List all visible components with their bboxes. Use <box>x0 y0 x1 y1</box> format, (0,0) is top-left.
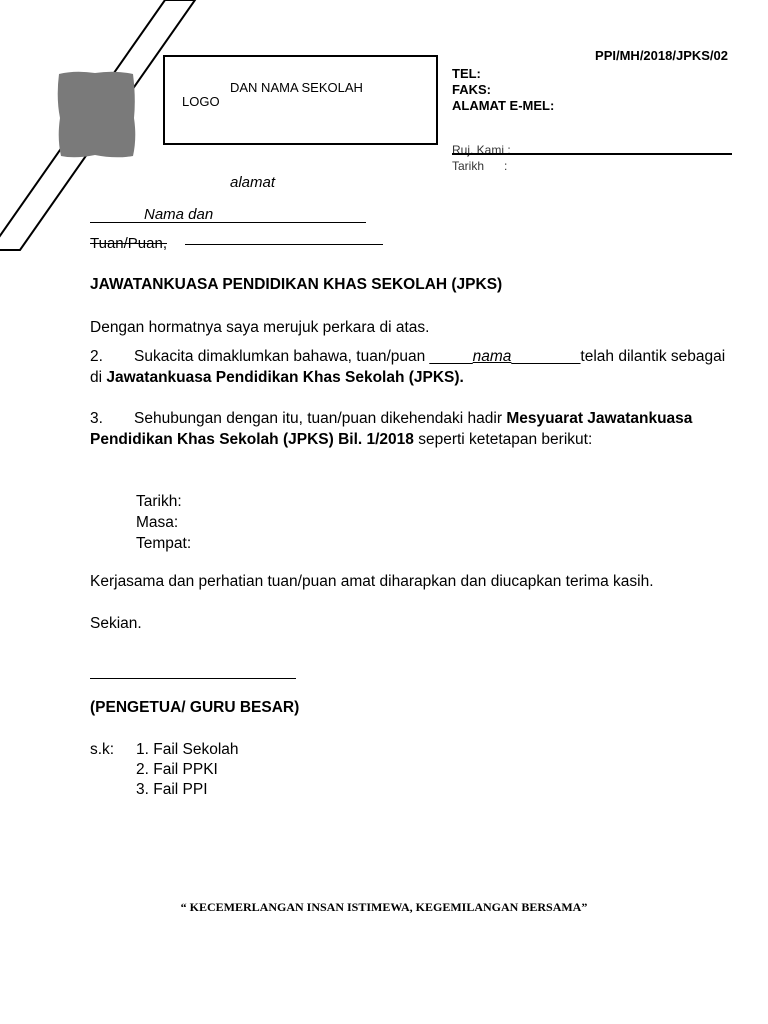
copies-list <box>90 740 239 800</box>
paragraph-3: 3. Sehubungan dengan itu, tuan/puan dikehendaki hadir Mesyuarat Jawatankuasa Pendidikan Khas Sekolah (JPKS) Bil. 1/2018 seperti ketetapan berikut: <box>90 410 693 448</box>
salutation-underline <box>185 244 383 245</box>
contact-block <box>452 66 554 114</box>
appointee-name-placeholder: nama <box>472 348 512 365</box>
list-item: 3. Fail PPI <box>136 781 208 798</box>
our-ref-label: Ruj. Kami : <box>452 143 511 157</box>
signature-line <box>90 678 296 679</box>
paragraph-2-number: 2. <box>90 348 103 365</box>
meeting-details <box>136 491 191 554</box>
logo-placeholder-icon <box>55 68 137 160</box>
signer-title: (PENGETUA/ GURU BESAR) <box>90 699 300 716</box>
date-label: Tarikh : <box>452 159 508 173</box>
paragraph-2: 2. Sukacita dimaklumkan bahawa, tuan/puan _____nama________telah dilantik sebagai di Jawatankuasa Pendidikan Khas Sekolah (JPKS). <box>90 348 726 386</box>
meeting-place-label: Tempat: <box>136 535 192 552</box>
salutation: Tuan/Puan, <box>90 235 167 252</box>
address-placeholder: alamat <box>230 174 276 191</box>
school-name-label: DAN NAMA SEKOLAH <box>230 80 363 95</box>
list-item: 2. Fail PPKI <box>136 761 218 778</box>
list-item: s.k: 1. Fail Sekolah <box>90 741 239 758</box>
meeting-time-label: Masa: <box>136 514 179 531</box>
meeting-title: Mesyuarat Jawatankuasa Pendidikan Khas Sekolah (JPKS) Bil. 1/2018 <box>90 410 693 448</box>
paragraph-3-number: 3. <box>90 410 103 427</box>
school-motto: “ KECEMERLANGAN INSAN ISTIMEWA, KEGEMILANGAN BERSAMA” <box>180 900 588 914</box>
logo-label: LOGO <box>182 94 220 109</box>
header-divider <box>452 153 732 155</box>
committee-name: Jawatankuasa Pendidikan Khas Sekolah (JPKS). <box>106 369 464 386</box>
closing-paragraph: Kerjasama dan perhatian tuan/puan amat diharapkan dan diucapkan terima kasih. <box>90 573 654 590</box>
recipient-underline <box>90 222 366 223</box>
opening-paragraph: Dengan hormatnya saya merujuk perkara di atas. <box>90 319 430 336</box>
reference-code: PPI/MH/2018/JPKS/02 <box>595 48 728 63</box>
farewell: Sekian. <box>90 615 142 632</box>
recipient-name-placeholder: Nama dan <box>144 206 214 223</box>
email-label: ALAMAT E-MEL: <box>452 98 555 113</box>
reference-block <box>452 142 511 174</box>
meeting-date-label: Tarikh: <box>136 493 182 510</box>
letter-subject: JAWATANKUASA PENDIDIKAN KHAS SEKOLAH (JPKS) <box>90 276 503 293</box>
tel-label: TEL: <box>452 66 481 81</box>
copies-label: s.k: <box>90 741 115 758</box>
fax-label: FAKS: <box>452 82 491 97</box>
